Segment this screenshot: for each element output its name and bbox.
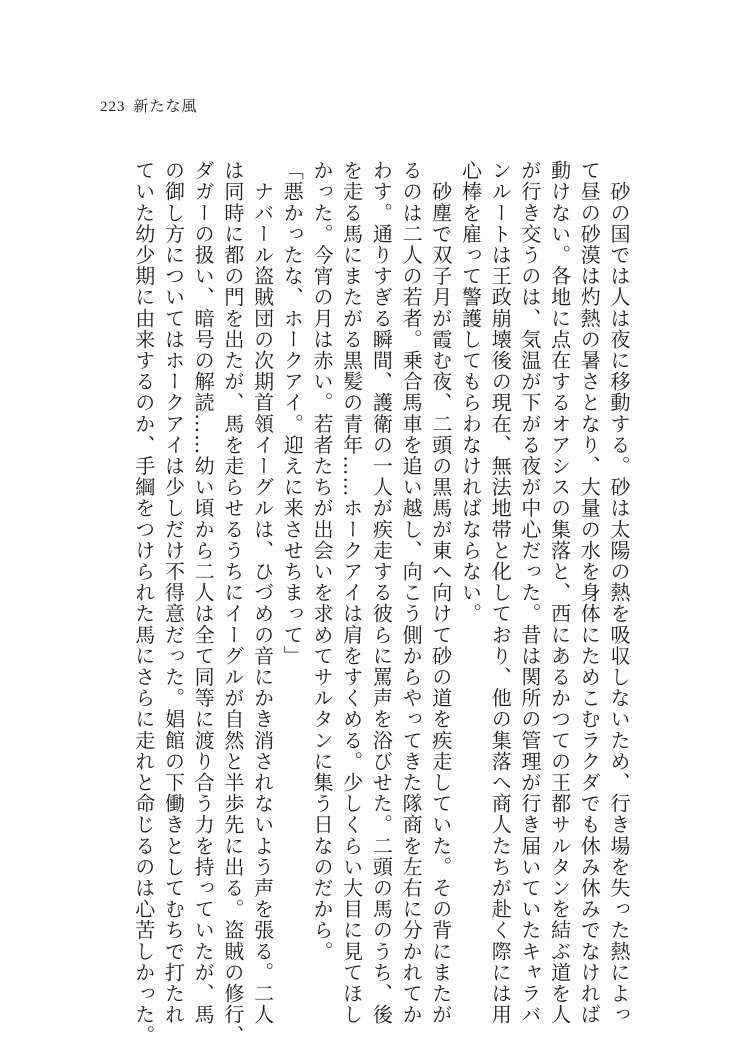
text-line: て昼の砂漠は灼熱の暑さとなり、大量の水を身体にためこむラクダでも休み休みでなければ [577, 160, 602, 1026]
body-text [93, 160, 633, 1046]
text-line: 「悪かったな、ホークアイ。迎えに来させちまって」 [280, 160, 305, 667]
text-line: 砂の国では人は夜に移動する。砂は太陽の熱を吸収しないため、行き場を失った熱によっ [607, 160, 631, 1026]
text-line: ンルートは王政崩壊後の現在、無法地帯と化しており、他の集落へ商人たちが赴く際には用 [488, 160, 513, 1026]
text-line: 砂塵で双子月が霞む夜、二頭の黒馬が東へ向けて砂の道を疾走していた。その背にまたが [428, 160, 453, 1026]
text-line: わす。通りすぎる瞬間、護衛の一人が疾走する彼らに罵声を浴びせた。二頭の馬のうち、後 [369, 160, 394, 1026]
text-line: かった。今宵の月は赤い。若者たちが出会いを求めてサルタンに集う日なのだから。 [309, 160, 334, 962]
chapter-title: 新たな風 [133, 97, 198, 115]
text-line: が行き交うのは、気温が下がる夜が中心だった。昔は関所の管理が行き届いていたキャラバ [517, 160, 542, 1026]
text-line: の御し方についてはホークアイは少しだけ不得意だった。娼館の下働きとしてむちで打たれ [161, 160, 186, 1026]
text-line: は同時に都の門を出たが、馬を走らせるうちにイーグルが自然と半歩先に出る。盗賊の修行、 [220, 160, 245, 1046]
page-number: 223 [100, 99, 126, 115]
text-line: ていた幼少期に由来するのか、手綱をつけられた馬にさらに走れと命じるのは心苦しかった。 [131, 160, 156, 1046]
text-line: 動けない。各地に点在するオアシスの集落と、西にあるかつての王都サルタンを結ぶ道を人 [547, 160, 572, 1026]
text-line: を走る馬にまたがる黒髪の青年……ホークアイは肩をすくめる。少しくらい大目に見てほし [339, 160, 364, 1026]
text-line: 心棒を雇って警護してもらわなければならない。 [458, 160, 483, 625]
text-line: ダガーの扱い、暗号の解読……幼い頃から二人は全て同等に渡り合う力を持っていたが、馬 [191, 160, 216, 1026]
running-head [100, 95, 198, 116]
text-line: るのは二人の若者。乗合馬車を追い越し、向こう側からやってきた隊商を左右に分かれてか [399, 160, 424, 1026]
text-line: ナバール盗賊団の次期首領イーグルは、ひづめの音にかき消されないよう声を張る。二人 [250, 160, 275, 1026]
